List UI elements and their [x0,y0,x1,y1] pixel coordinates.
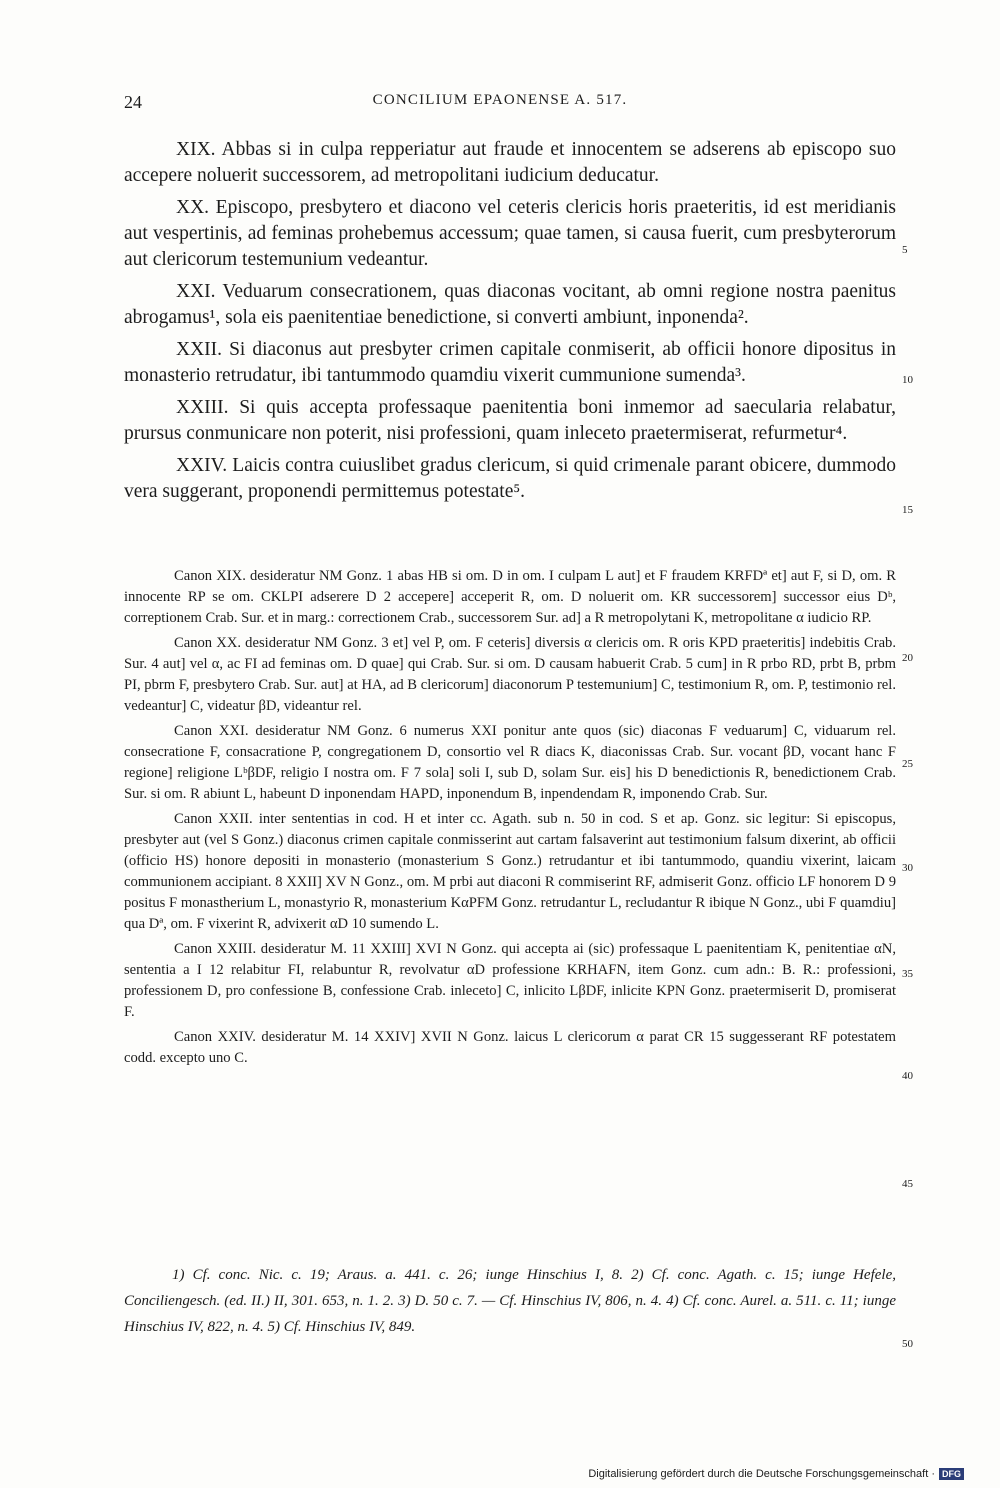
apparatus-canon-xxi: Canon XXI. desideratur NM Gonz. 6 numerus XXI ponitur ante quos (sic) diaconas F veduarum] C, viduarum rel. consecratione F, consacratione P, congregationem D, consortio vel R diacs K, diaconissas Crab. Sur. vocant βD, vocant hanc F regione] religione LᵇβDF, religio I nostra om. F 7 sola] soli I, sub D, solam Sur. eis] his D benedictionis R, benedictionem Crab. Sur. si om. R abiunt L, habeunt D inponendam HAPD, inponendum B, inpendendam R, imponendo Crab. Sur. [124,723,896,802]
line-number: 40 [902,1070,913,1082]
apparatus-canon-xxiv: Canon XXIV. desideratur M. 14 XXIV] XVII N Gonz. laicus L clericorum α parat CR 15 suggesserant RF potestatem codd. excepto uno C. [124,1029,896,1066]
apparatus-canon-xix: Canon XIX. desideratur NM Gonz. 1 abas HB si om. D in om. I culpam L aut] et F fraudem KRFDª et] aut F, si D, om. R innocente RP se om. CKLPI adserere D 2 accepere] acceperit R, om. D noluerit om. KR successorem] successor eius Dᵇ, correptionem Crab. Sur. et in marg.: correctionem Crab., successorem Sur. ad] a R metropolytani K, metropolitane α iudicio RP. [124,568,896,626]
canon-xxiv: XXIV. Laicis contra cuiuslibet gradus clericum, si quid crimenale parant obicere, dummodo vera suggerant, proponendi permittemus potestate⁵. [124,455,896,502]
canon-xix: XIX. Abbas si in culpa repperiatur aut fraude et innocentem se adserens ab episcopo suo accepere noluerit successorem, ad metropolitani iudicium deducatur. [124,139,896,186]
line-number: 5 [902,244,908,256]
line-number: 30 [902,862,913,874]
line-number: 20 [902,652,913,664]
canon-xxi: XXI. Veduarum consecrationem, quas diaconas vocitant, ab omni regione nostra paenitus abrogamus¹, sola eis paenitentiae benedictione, si converti ambiunt, inponenda². [124,281,896,328]
line-number: 35 [902,968,913,980]
canon-xxiii: XXIII. Si quis accepta professaque paenitentia boni inmemor ad saecularia relabatur, prursus conmunicare non poterit, nisi professioni, quam inleceto praetermiserat, refurmetur⁴. [124,397,896,444]
line-number: 25 [902,758,913,770]
apparatus-canon-xxii: Canon XXII. inter sententias in cod. H et inter cc. Agath. sub n. 50 in cod. S et ap. Gonz. sic legitur: Si episcopus, presbyter aut (vel S Gonz.) diaconus crimen capitale conmisserint aut cartam falsaverint aut testimonium falsum dixerint, ab officii (officio HS) honore depositi in monasterio (monasterium S Gonz.) retrudantur et ibi tantummodo, quandiu vixerint, laicam communionem accipiant. 8 XXII] XV N Gonz., om. M prbi aut diaconi R commiserint RF, admiserit Gonz. officio LF honorem D 9 positus F monastherium L, monastyrio R, monasterium KαPFM Gonz. retrudantur L, recludantur R ibique N Gonz., ubi F quamdiu] qua Dª, om. F vixerint R, advixerit αD 10 sumendo L. [124,811,896,932]
apparatus-canon-xx: Canon XX. desideratur NM Gonz. 3 et] vel P, om. F ceteris] diversis α clericis om. R oris KPD praeteritis] indebitis Crab. Sur. 4 aut] vel α, ac FI ad feminas om. D quae] qui Crab. Sur. si om. D causam habuerit Crab. 5 cum] in R prbo RD, prbt B, prbm PI, pbrm F, presbytero Crab. Sur. aut] at HA, ad B clericorum] diaconorum P testemunium] C, testimonium R, om. P, testimonio rel. vedeantur] C, videatur βD, videantur rel. [124,635,896,714]
line-number: 15 [902,504,913,516]
running-title: CONCILIUM EPAONENSE A. 517. [372,92,628,108]
apparatus-canon-xxiii: Canon XXIII. desideratur M. 11 XXIII] XVI N Gonz. qui accepta ai (sic) professaque L paenitentiam K, penitentiae αN, sententia a I 12 relabitur FI, relabuntur R, revolvatur αD professione KRHAFN, item Gonz. cum adn.: B. R.: professioni, professionem D, pro confessione B, confessione Crab. inleceto] C, inlicito LβDF, inlicite KPN Gonz. praetermiserit D, promiserat F. [124,941,896,1020]
credit-text: Digitalisierung gefördert durch die Deutsche Forschungsgemeinschaft · [588,1468,935,1480]
line-number: 50 [902,1338,913,1350]
line-number: 10 [902,374,913,386]
digitization-credit [588,1468,964,1480]
page-number: 24 [124,92,142,112]
footnote-text: 1) Cf. conc. Nic. c. 19; Araus. a. 441. c. 26; iunge Hinschius I, 8. 2) Cf. conc. Agath. c. 15; iunge Hefele, Conciliengesch. (ed. II.) II, 301. 653, n. 1. 2. 3) D. 50 c. 7. — Cf. Hinschius IV, 806, n. 4. 4) Cf. conc. Aurel. a. 511. c. 11; iunge Hinschius IV, 822, n. 4. 5) Cf. Hinschius IV, 849. [124,1267,896,1335]
line-number: 45 [902,1178,913,1190]
dfg-logo: DFG [939,1468,964,1480]
canon-xxii: XXII. Si diaconus aut presbyter crimen capitale conmiserit, ab officii honore dipositus in monasterio retrudatur, ibi tantummodo quamdiu vixerit cummunione sumenda³. [124,339,896,386]
canon-xx: XX. Episcopo, presbytero et diacono vel ceteris clericis horis praeteritis, id est meridianis aut vespertinis, ad feminas prohebemus accessum; quae tamen, si causa fuerit, cum presbyterorum aut clericorum testemunium vedeantur. [124,197,896,270]
